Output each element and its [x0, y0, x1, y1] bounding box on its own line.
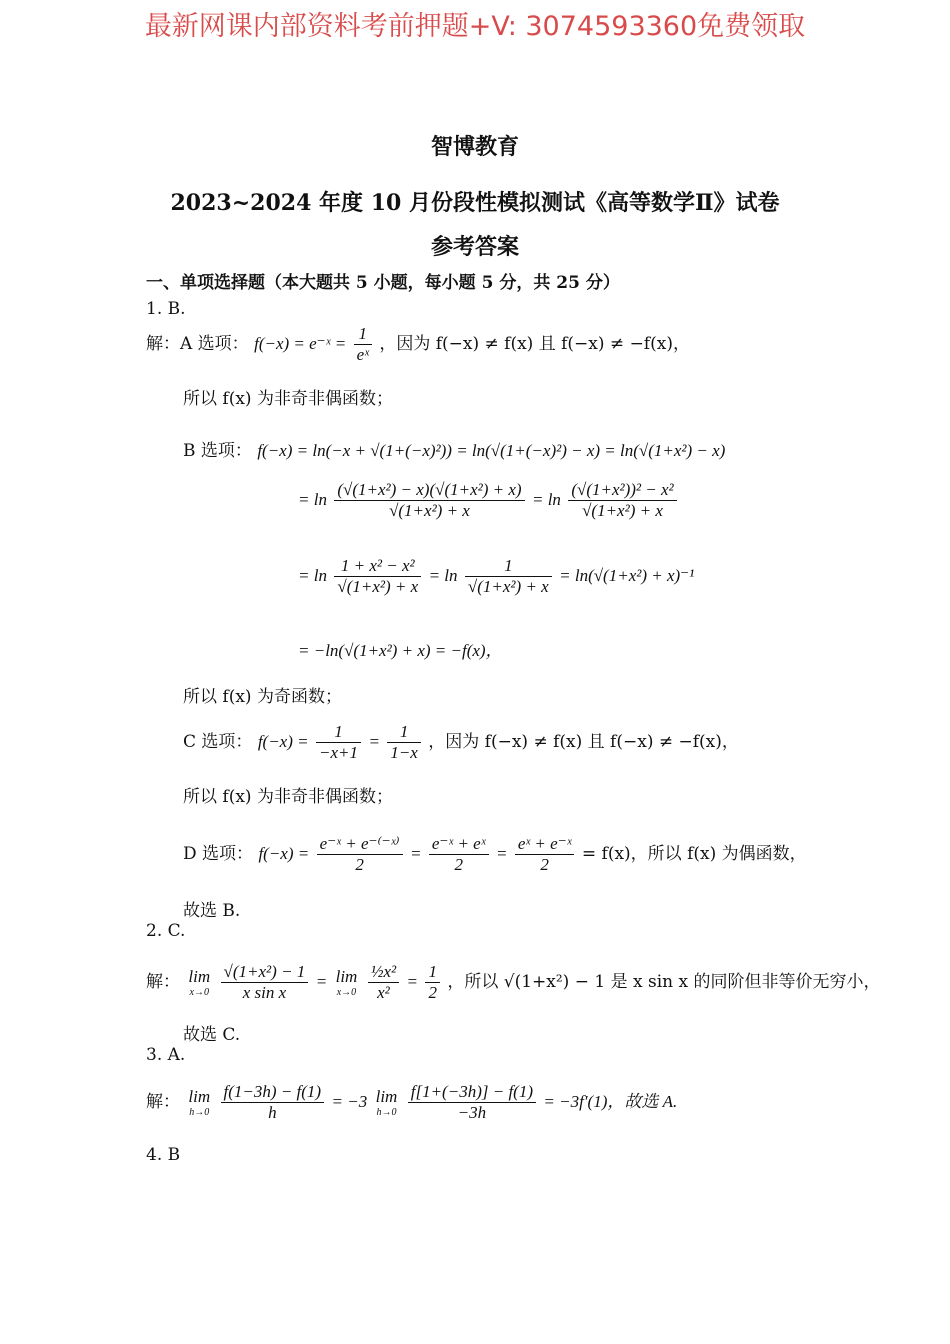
answer-subtitle: 参考答案 [430, 234, 519, 260]
q2-answer: 2. C. [146, 921, 186, 941]
q1-option-c: C 选项： f(−x) = $\frac{1}{-x+1}$ = $\frac{1}{1-x}$ ，因为 f(−x) ≠ f(x) 且 f(−x) ≠ −f(x)， [183, 722, 739, 762]
q1-a-frac: $\frac{1}{\text{eˣ}}$ [354, 324, 372, 365]
q1-a-label: 解：A 选项： [146, 334, 249, 354]
q1-b-line4: = −ln(√(1+x²) + x) = −f(x)， [298, 641, 503, 660]
exam-title: 2023~2024 年度 10 月份段性模拟测试《高等数学Ⅱ》试卷 [170, 190, 780, 216]
q1-b-conclusion: 所以 f(x) 为奇函数； [183, 687, 342, 707]
q1-c-conclusion: 所以 f(x) 为非奇非偶函数； [183, 787, 393, 807]
q1-choose: 故选 B. [183, 901, 241, 921]
q1-a-conclusion: 所以 f(x) 为非奇非偶函数； [183, 389, 393, 409]
q1-option-a [146, 324, 690, 365]
q1-answer: 1. B. [146, 299, 186, 319]
q1-b-line2: = ln $\frac{\text{(√(1+x²) − x)(√(1+x²) + x)}}{\text{√(1+x²) + x}}$ = ln $\frac{\text{(√(1+x²))² − x²}}{\text{√(1+x²) + x}}$ [298, 480, 679, 521]
q3-answer: 3. A. [146, 1045, 186, 1065]
q2-choose: 故选 C. [183, 1025, 241, 1045]
q3-solution: 解： lim h→0 $\frac{f(1-3h) - f(1)}{h}$ = −3 lim h→0 $\frac{f[1+(-3h)] - f(1)}{-3h}$ = −3f′(1)，故选 A. [146, 1082, 678, 1122]
q1-a-eq: f(−x) = e⁻ˣ = [254, 334, 347, 353]
section-heading: 一、单项选择题（本大题共 5 小题，每小题 5 分，共 25 分） [146, 273, 620, 293]
q1-b-line3: = ln $\frac{\text{1 + x² − x²}}{\text{√(1+x²) + x}}$ = ln $\frac{1}{\text{√(1+x²) + x}}$ = ln(√(1+x²) + x)⁻¹ [298, 556, 695, 596]
q2-solution: 解： lim x→0 $\frac{\text{√(1+x²) − 1}}{\text{x sin x}}$ = lim x→0 $\frac{\text{½x²}}{\text{x²}}$ = $\frac{1}{2}$ ，所以 √(1+x²) − 1 是 x sin x 的同阶但非等价无穷小， [146, 962, 881, 1002]
q4-answer: 4. B [146, 1145, 181, 1165]
org-title: 智博教育 [430, 134, 519, 160]
q1-b-line1: f(−x) = ln(−x + √(1+(−x)²)) = ln(√(1+(−x)²) − x) = ln(√(1+x²) − x) [257, 441, 726, 460]
q1-option-d: D 选项： f(−x) = $\frac{\text{e⁻ˣ + e⁻⁽⁻ˣ⁾}}{2}$ = $\frac{\text{e⁻ˣ + eˣ}}{2}$ = $\frac{\text{eˣ + e⁻ˣ}}{2}$ = f(x)，所以 f(x) 为偶函数， [183, 834, 807, 874]
watermark-banner: 最新网课内部资料考前押题+V: 3074593360免费领取 [144, 11, 806, 42]
q1-a-tail: ，因为 f(−x) ≠ f(x) 且 f(−x) ≠ −f(x)， [379, 334, 690, 354]
q1-option-b: B 选项： f(−x) = ln(−x + √(1+(−x)²)) = ln(√(1+(−x)²) − x) = ln(√(1+x²) − x) [183, 441, 726, 461]
